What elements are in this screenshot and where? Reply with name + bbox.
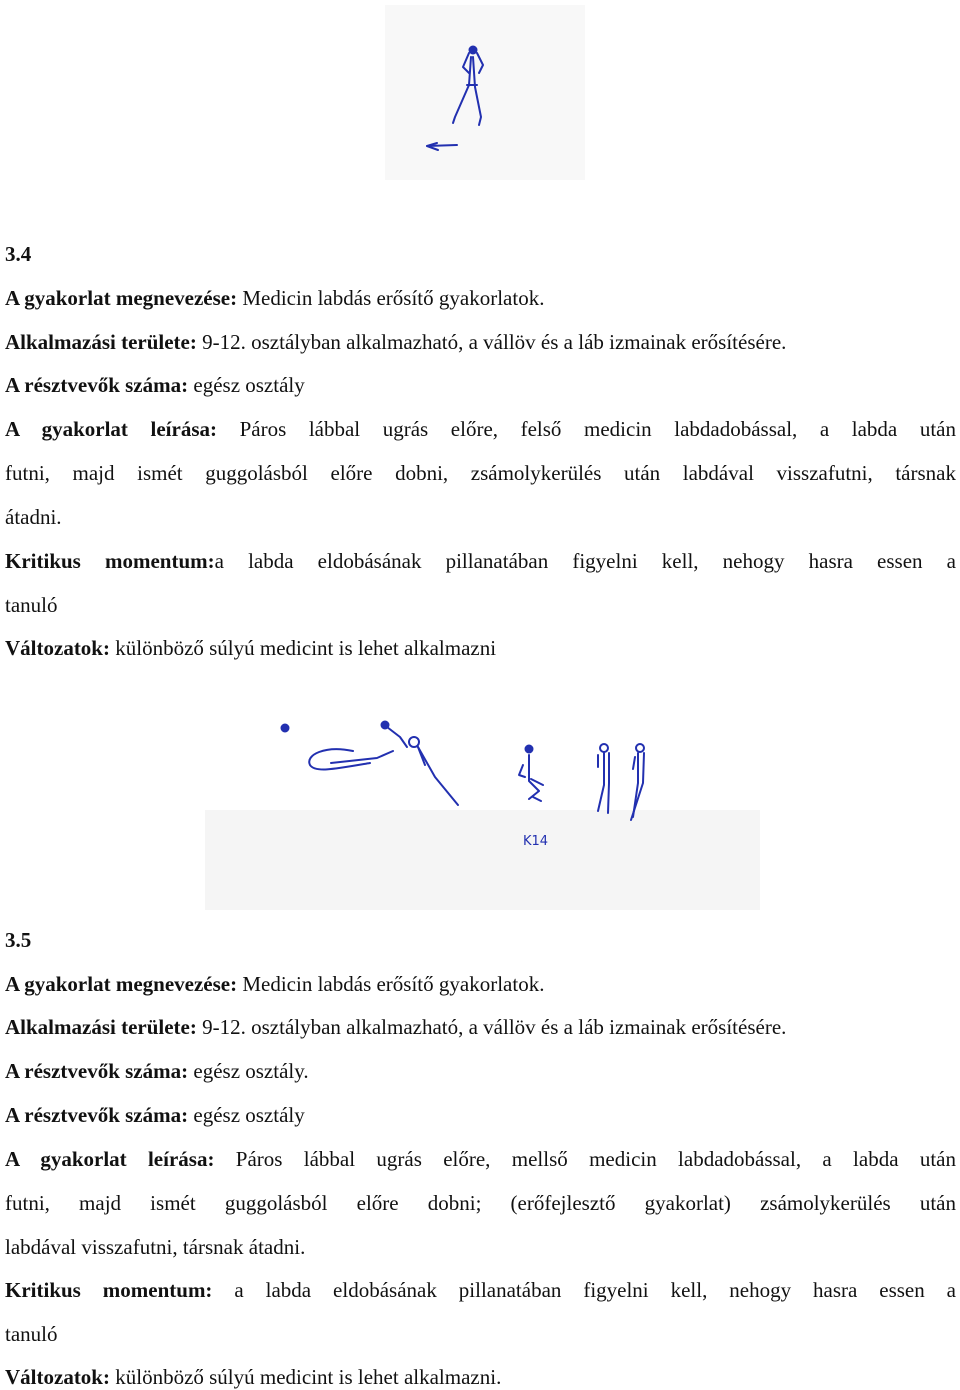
critical-moment-line-1: Kritikus momentum:a labda eldobásának pillanatában figyelni kell, nehogy hasra essen a — [5, 549, 956, 573]
exercise-name-value: Medicin labdás erősítő gyakorlatok. — [237, 286, 545, 310]
critical-moment-line-2: tanuló — [5, 593, 58, 617]
participants-label: A résztvevők száma: — [5, 1059, 189, 1083]
description-line-2: futni, majd ismét guggolásból előre dobni, zsámolykerülés után labdával visszafutni, társnak — [5, 461, 956, 485]
exercise-name-label: A gyakorlat megnevezése: — [5, 972, 238, 996]
description-line-3: átadni. — [5, 505, 62, 529]
participants-label: A résztvevők száma: — [5, 1103, 189, 1127]
critical-moment-line-2: tanuló — [5, 1322, 58, 1346]
exercise-name-label: A gyakorlat megnevezése: — [5, 286, 238, 310]
variants-line — [5, 1364, 956, 1390]
participants-line-repeat — [5, 1102, 956, 1128]
application-area-value: 9-12. osztályban alkalmazható, a vállöv és a láb izmainak erősítésére. — [196, 1015, 787, 1039]
variants-label: Változatok: — [5, 1365, 110, 1389]
participants-value: egész osztály — [188, 373, 305, 397]
figure-label-k14: K14 — [523, 834, 549, 849]
participants-label: A résztvevők száma: — [5, 373, 189, 397]
description-line-2: futni, majd ismét guggolásból előre dobni; (erőfejlesztő gyakorlat) zsámolykerülés után — [5, 1191, 956, 1215]
description-label: A gyakorlat leírása: — [5, 417, 217, 441]
critical-moment-label: Kritikus momentum: — [5, 1278, 213, 1302]
throw-sequence-sketch — [205, 685, 760, 910]
description-line-3: labdával visszafutni, társnak átadni. — [5, 1235, 306, 1259]
description-label: A gyakorlat leírása: — [5, 1147, 215, 1171]
variants-value: különböző súlyú medicint is lehet alkalmazni. — [109, 1365, 502, 1389]
variants-line — [5, 635, 956, 661]
application-area-value: 9-12. osztályban alkalmazható, a vállöv és a láb izmainak erősítésére. — [196, 330, 787, 354]
exercise-name-line — [5, 285, 956, 311]
top-stick-figure-sketch — [385, 5, 585, 180]
description-line-1: A gyakorlat leírása: Páros lábbal ugrás előre, felső medicin labdadobással, a labda után — [5, 417, 956, 441]
participants-value: egész osztály — [188, 1103, 305, 1127]
variants-label: Változatok: — [5, 636, 110, 660]
application-area-label: Alkalmazási területe: — [5, 1015, 197, 1039]
variants-value: különböző súlyú medicint is lehet alkalmazni — [109, 636, 497, 660]
exercise-name-line — [5, 971, 956, 997]
description-line-1: A gyakorlat leírása: Páros lábbal ugrás előre, mellső medicin labdadobással, a labda után — [5, 1147, 957, 1171]
application-area-line — [5, 1014, 956, 1040]
section-number: 3.5 — [5, 928, 32, 952]
exercise-name-value: Medicin labdás erősítő gyakorlatok. — [237, 972, 545, 996]
application-area-line — [5, 329, 956, 355]
critical-moment-label: Kritikus momentum: — [5, 549, 215, 573]
participants-line — [5, 372, 956, 398]
participants-line — [5, 1058, 956, 1084]
participants-value: egész osztály. — [188, 1059, 309, 1083]
critical-moment-line-1: Kritikus momentum: a labda eldobásának pillanatában figyelni kell, nehogy hasra essen a — [5, 1278, 956, 1302]
application-area-label: Alkalmazási területe: — [5, 330, 197, 354]
section-number: 3.4 — [5, 242, 32, 266]
